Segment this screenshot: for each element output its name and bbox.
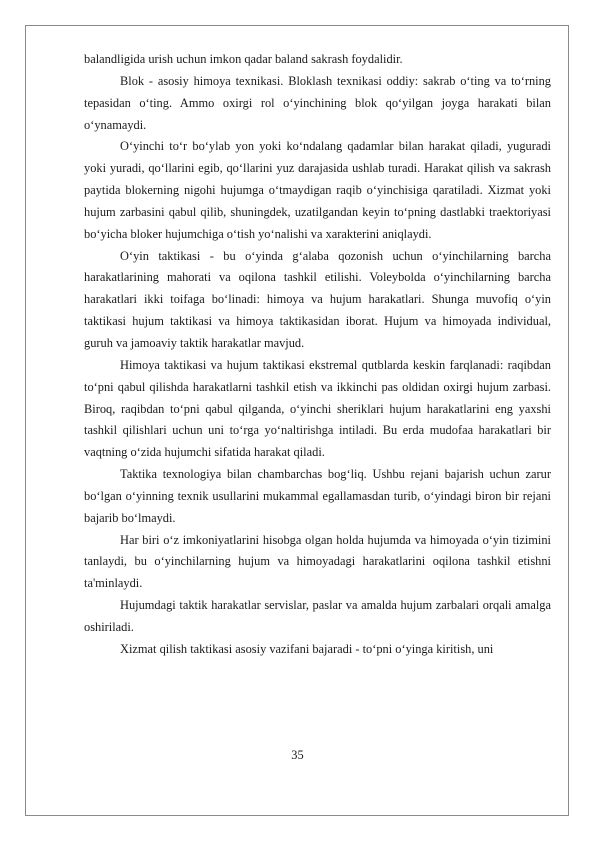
paragraph-4: O‘yin taktikasi - bu o‘yinda g‘alaba qozonish uchun o‘yinchilarning barcha harakatlarining mahorati va oqilona tashkil etilishi. Voleybolda o‘yinchilarning barcha harakatlari ikki toifaga bo‘linadi: himoya va hujum harakatlari. Shunga muvofiq o‘yin taktikasi hujum taktikasi va himoya taktikasidan iborat. Hujum va himoyada individual, guruh va jamoaviy taktik harakatlar mavjud.: [84, 248, 551, 350]
paragraph-7: Har biri o‘z imkoniyatlarini hisobga olgan holda hujumda va himoyada o‘yin tizimini tanlaydi, bu o‘yinchilarning hujum va himoyadagi harakatlarini oqilona tashkil etishni ta'minlaydi.: [84, 532, 551, 591]
page-number: 35: [291, 748, 304, 762]
paragraph-8: Hujumdagi taktik harakatlar servislar, paslar va amalda hujum zarbalari orqali amalga oshiriladi.: [84, 598, 551, 634]
paragraph-5: Himoya taktikasi va hujum taktikasi ekstremal qutblarda keskin farqlanadi: raqibdan to‘pni qabul qilishda harakatlarni tashkil etish va ikkinchi pas oldidan oxirgi hujum zarbasi. Biroq, raqibdan to‘pni qabul qilganda, o‘yinchi sheriklari hujum harakatlarini eng yaxshi tashkil qilishlari uchun uni to‘rga yo‘naltirishga intiladi. Bu erda mudofaa harakatlari bir vaqtning o‘zida hujumchi sifatida harakat qiladi.: [84, 357, 551, 460]
paragraph-1: balandligida urish uchun imkon qadar baland sakrash foydalidir.: [84, 52, 403, 66]
paragraph-2: Blok - asosiy himoya texnikasi. Bloklash texnikasi oddiy: sakrab o‘ting va to‘rning tepasidan o‘ting. Ammo oxirgi rol o‘yinchining blok qo‘yilgan joyga harakati bilan o‘ynamaydi.: [84, 73, 551, 132]
paragraph-9: Xizmat qilish taktikasi asosiy vazifani bajaradi - to‘pni o‘yinga kiritish, uni: [120, 641, 494, 656]
body-text: [84, 49, 551, 661]
paragraph-3: O‘yinchi to‘r bo‘ylab yon yoki ko‘ndalang qadamlar bilan harakat qiladi, yuguradi yoki yuradi, qo‘llarini egib, qo‘llarini yuz darajasida ushlab turadi. Harakat qilish va sakrash paytida blokerning nigohi hujumga o‘tmaydigan raqib o‘yinchisiga qaratiladi. Xizmat yoki hujum zarbasini qabul qilib, shuningdek, uzatilgandan keyin to‘pning dastlabki traektoriyasi bo‘yicha bloker hujumchiga o‘tish yo‘nalishi va xarakterini aniqlaydi.: [84, 139, 551, 241]
paragraph-6: Taktika texnologiya bilan chambarchas bog‘liq. Ushbu rejani bajarish uchun zarur bo‘lgan o‘yinning texnik usullarini mukammal egallamasdan turib, o‘yindagi biron bir rejani bajarib bo‘lmaydi.: [84, 467, 551, 525]
